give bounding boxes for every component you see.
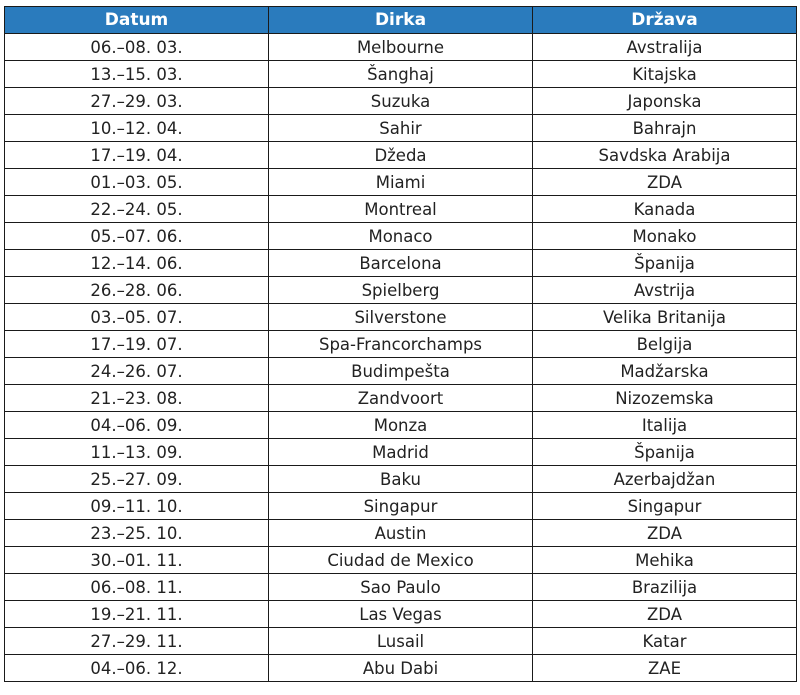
cell-race: Monza (269, 412, 533, 439)
table-row (5, 412, 797, 439)
cell-date: 06.–08. 03. (5, 34, 269, 61)
table-body (5, 34, 797, 682)
cell-date: 11.–13. 09. (5, 439, 269, 466)
cell-country: Kanada (533, 196, 797, 223)
table-row (5, 601, 797, 628)
cell-date: 03.–05. 07. (5, 304, 269, 331)
table-row (5, 331, 797, 358)
cell-race: Barcelona (269, 250, 533, 277)
cell-date: 04.–06. 09. (5, 412, 269, 439)
table-row (5, 304, 797, 331)
cell-country: Nizozemska (533, 385, 797, 412)
cell-race: Madrid (269, 439, 533, 466)
cell-country: ZDA (533, 601, 797, 628)
cell-race: Šanghaj (269, 61, 533, 88)
table-row (5, 223, 797, 250)
cell-race: Miami (269, 169, 533, 196)
cell-date: 04.–06. 12. (5, 655, 269, 682)
table-row (5, 385, 797, 412)
cell-date: 27.–29. 03. (5, 88, 269, 115)
table-row (5, 493, 797, 520)
cell-date: 22.–24. 05. (5, 196, 269, 223)
cell-country: ZDA (533, 520, 797, 547)
cell-country: Avstralija (533, 34, 797, 61)
cell-date: 10.–12. 04. (5, 115, 269, 142)
table-row (5, 34, 797, 61)
table-row (5, 547, 797, 574)
cell-country: Velika Britanija (533, 304, 797, 331)
cell-race: Džeda (269, 142, 533, 169)
cell-date: 01.–03. 05. (5, 169, 269, 196)
cell-race: Spielberg (269, 277, 533, 304)
cell-country: Katar (533, 628, 797, 655)
table-row (5, 466, 797, 493)
cell-race: Suzuka (269, 88, 533, 115)
cell-country: Španija (533, 250, 797, 277)
cell-race: Melbourne (269, 34, 533, 61)
table-header-row (5, 7, 797, 34)
cell-country: Japonska (533, 88, 797, 115)
table-row (5, 142, 797, 169)
cell-date: 21.–23. 08. (5, 385, 269, 412)
table-row (5, 115, 797, 142)
header-date: Datum (5, 7, 269, 34)
cell-race: Sao Paulo (269, 574, 533, 601)
cell-date: 17.–19. 07. (5, 331, 269, 358)
cell-country: Italija (533, 412, 797, 439)
cell-date: 19.–21. 11. (5, 601, 269, 628)
cell-race: Baku (269, 466, 533, 493)
cell-country: Madžarska (533, 358, 797, 385)
cell-race: Lusail (269, 628, 533, 655)
cell-date: 24.–26. 07. (5, 358, 269, 385)
cell-race: Singapur (269, 493, 533, 520)
cell-race: Budimpešta (269, 358, 533, 385)
cell-race: Abu Dabi (269, 655, 533, 682)
cell-race: Las Vegas (269, 601, 533, 628)
cell-country: Brazilija (533, 574, 797, 601)
cell-country: Španija (533, 439, 797, 466)
table-row (5, 520, 797, 547)
race-calendar-table (4, 6, 797, 682)
cell-country: ZAE (533, 655, 797, 682)
cell-race: Montreal (269, 196, 533, 223)
table-row (5, 61, 797, 88)
table-row (5, 250, 797, 277)
cell-date: 27.–29. 11. (5, 628, 269, 655)
cell-race: Monaco (269, 223, 533, 250)
cell-date: 30.–01. 11. (5, 547, 269, 574)
table-row (5, 628, 797, 655)
header-race: Dirka (269, 7, 533, 34)
cell-country: Monako (533, 223, 797, 250)
cell-country: Bahrajn (533, 115, 797, 142)
cell-country: Singapur (533, 493, 797, 520)
cell-date: 13.–15. 03. (5, 61, 269, 88)
table-row (5, 358, 797, 385)
cell-country: Avstrija (533, 277, 797, 304)
cell-race: Zandvoort (269, 385, 533, 412)
cell-country: Belgija (533, 331, 797, 358)
table-row (5, 655, 797, 682)
cell-date: 17.–19. 04. (5, 142, 269, 169)
cell-country: ZDA (533, 169, 797, 196)
cell-country: Azerbajdžan (533, 466, 797, 493)
cell-date: 23.–25. 10. (5, 520, 269, 547)
cell-country: Kitajska (533, 61, 797, 88)
table-row (5, 169, 797, 196)
header-country: Država (533, 7, 797, 34)
table-row (5, 439, 797, 466)
cell-country: Savdska Arabija (533, 142, 797, 169)
cell-race: Spa-Francorchamps (269, 331, 533, 358)
table-row (5, 574, 797, 601)
cell-date: 09.–11. 10. (5, 493, 269, 520)
cell-date: 26.–28. 06. (5, 277, 269, 304)
cell-race: Silverstone (269, 304, 533, 331)
cell-date: 12.–14. 06. (5, 250, 269, 277)
table-row (5, 277, 797, 304)
cell-date: 06.–08. 11. (5, 574, 269, 601)
cell-date: 25.–27. 09. (5, 466, 269, 493)
cell-race: Sahir (269, 115, 533, 142)
cell-race: Ciudad de Mexico (269, 547, 533, 574)
cell-date: 05.–07. 06. (5, 223, 269, 250)
table-row (5, 196, 797, 223)
table-row (5, 88, 797, 115)
cell-country: Mehika (533, 547, 797, 574)
cell-race: Austin (269, 520, 533, 547)
